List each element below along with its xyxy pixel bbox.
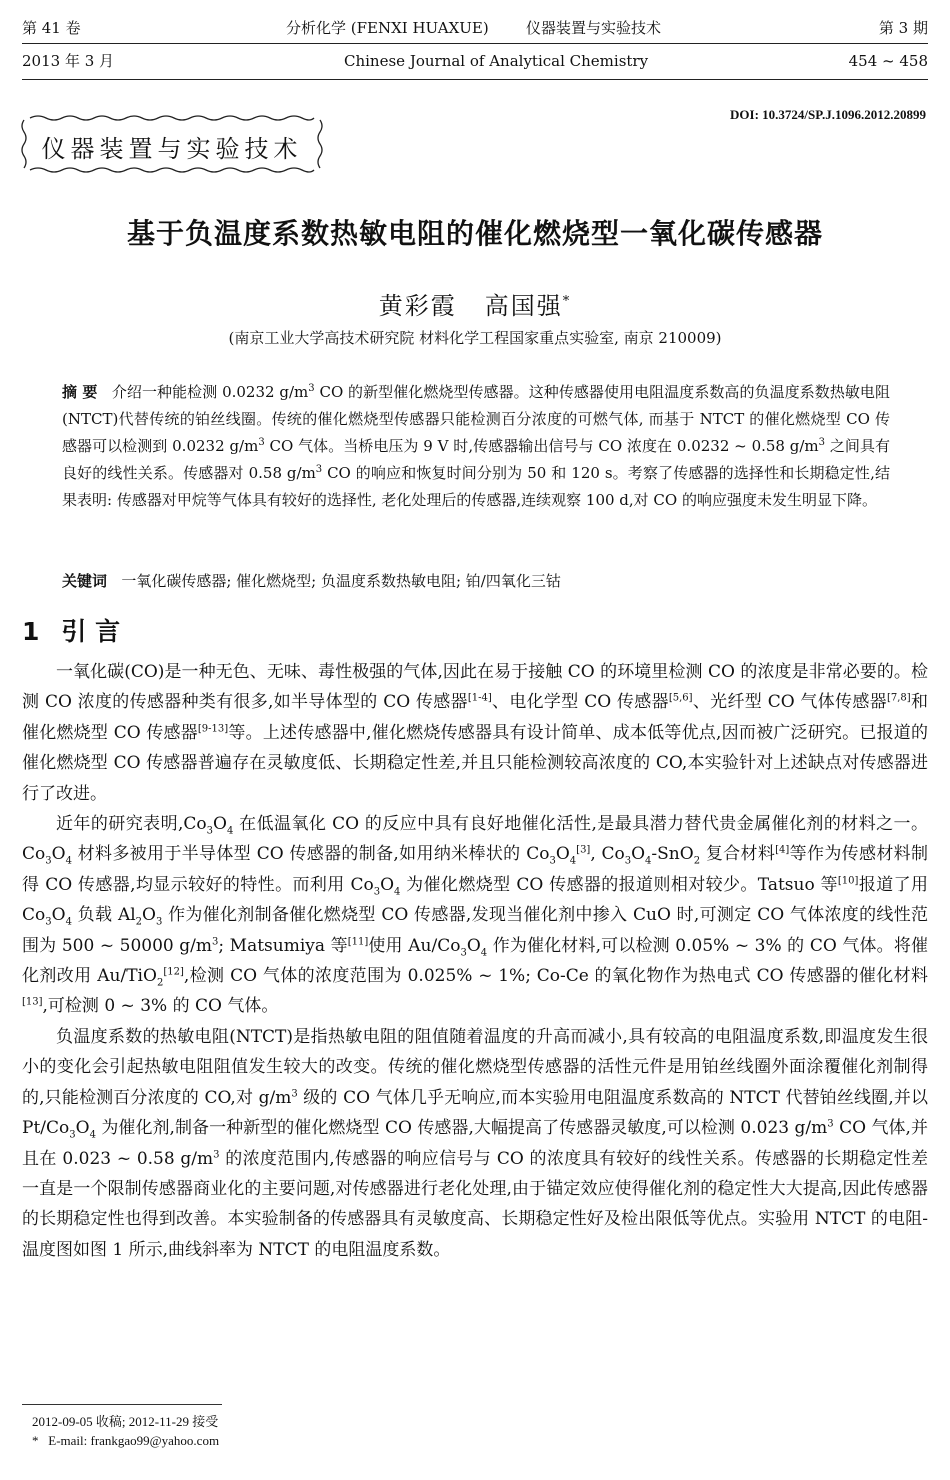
author-2: 高国强 xyxy=(484,292,563,320)
email-mark: * xyxy=(32,1433,39,1448)
column-name: 仪器装置与实验技术 xyxy=(526,19,662,37)
journal-name-en: Chinese Journal of Analytical Chemistry xyxy=(344,52,649,70)
citation: [11] xyxy=(347,936,369,947)
author-line xyxy=(0,286,950,321)
paragraph-1: 一氧化碳(CO)是一种无色、无味、毒性极强的气体,因此在易于接触 CO 的环境里检测 CO 的浓度是非常必要的。检测 CO 浓度的传感器种类有很多,如半导体型的 CO 传感器[1-4]、电化学型 CO 传感器[5,6]、光纤型 CO 气体传感器[7,8]和催化燃烧型 CO 传感器[9-13]等。上述传感器中,催化燃烧传感器具有设计简单、成本低等优点,因而被广泛研究。已报道的催化燃烧型 CO 传感器普遍存在灵敏度低、长期稳定性差,并且只能检测较高浓度的 CO,本实验针对上述缺点对传感器进行了改进。 xyxy=(22,662,928,804)
email-address: E-mail: frankgao99@yahoo.com xyxy=(48,1433,220,1448)
section-title: 引 言 xyxy=(61,617,121,646)
citation: [10] xyxy=(837,875,859,887)
citation: [4] xyxy=(775,844,790,856)
issue-label: 第 3 期 xyxy=(878,19,928,37)
keywords-text: 一氧化碳传感器; 催化燃烧型; 负温度系数热敏电阻; 铂/四氧化三钴 xyxy=(121,572,561,590)
citation: [9-13] xyxy=(197,723,229,735)
doi: DOI: 10.3724/SP.J.1096.2012.20899 xyxy=(730,107,926,122)
citation: [3] xyxy=(576,844,591,856)
header-rule xyxy=(22,43,928,44)
email-footnote xyxy=(32,1433,219,1449)
paragraph-2: 近年的研究表明$,Co_3O_4$ 在低温氧化 CO 的反应中具有良好地催化活性,是最具潜力替代贵金属催化剂的材料之一。$Co_3O_4$ 材料多被用于半导体型 CO 传感器的制备,如用纳米棒状的 $Co_3O_4[3]$, $Co_3O_4-SnO_2$ 复合材料[4]等作为传感材料制得 CO 传感器,均显示较好的特性。而利用 $Co_3O_4$ 为催化燃烧型 CO 传感器的报道则相对较少。Tatsuo 等[10]报道了用 $Co_3O_4$ 负载 $Al_2O_3$ 作为催化剂制备催化燃烧型 CO 传感器,发现当催化剂中掺入 CuO 时,可测定 CO 气体浓度的线性范围为 500 ~ 50000 $g/m^3$; Matsumiya 等[11]使用 $Au/Co_3O_4$ 作为催化材料,可以检测 0.05% ~ 3% 的 CO 气体。将催化剂改用 Au/TiO$_2$[12],检测 CO 气体的浓度范围为 0.025% ~ 1%; Co-Ce 的氧化物作为热电式 CO 传感器的催化材料[13],可检测 0 ~ 3% 的 CO 气体。 xyxy=(22,814,928,1017)
citation: [12] xyxy=(163,966,184,978)
section-heading xyxy=(22,612,120,648)
keywords-label: 关键词 xyxy=(62,572,108,590)
column-banner xyxy=(18,112,326,176)
body-text xyxy=(22,657,928,1265)
abstract: 摘 要 介绍一种能检测 0.0232 $g/m^3$ CO 的新型催化燃烧型传感器。这种传感器使用电阻温度系数高的负温度系数热敏电阻(NTCT)代替传统的铂丝线圈。传统的催化燃烧型传感器只能检测百分浓度的可燃气体, 而基于 NTCT 的催化燃烧型 CO 传感器可以检测到 0.0232 $g/m^3$ CO 气体。当桥电压为 9 V 时,传感器输出信号与 CO 浓度在 0.0232 ~ 0.58 $g/m^3$ 之间具有良好的线性关系。传感器对 0.58 $g/m^3$ CO 的响应和恢复时间分别为 50 和 120 s。考察了传感器的选择性和长期稳定性,结果表明: 传感器对甲烷等气体具有较好的选择性, 老化处理后的传感器,连续观察 100 d,对 CO 的响应强度未发生明显下降。 xyxy=(62,383,890,509)
received-dates: 2012-09-05 收稿; 2012-11-29 接受 xyxy=(32,1414,219,1429)
citation: [13] xyxy=(22,996,43,1008)
abstract-label: 摘 要 xyxy=(62,383,98,401)
paper-title: 基于负温度系数热敏电阻的催化燃烧型一氧化碳传感器 xyxy=(126,217,823,250)
author-1: 黄彩霞 xyxy=(378,292,457,320)
publication-date: 2013 年 3 月 xyxy=(22,52,115,70)
page-range: 454 ~ 458 xyxy=(848,52,928,70)
paragraph-3: 负温度系数的热敏电阻(NTCT)是指热敏电阻的阻值随着温度的升高而减小,具有较高的电阻温度系数,即温度发生很小的变化会引起热敏电阻阻值发生较大的改变。传统的催化燃烧型传感器的活性元件是用铂丝线圈外面涂覆催化剂制得的,只能检测百分浓度的 CO,对 $g/m^3$ 级的 CO 气体几乎无响应,而本实验用电阻温度系数高的 NTCT 代替铂丝线圈,并以 $Pt/Co_3O_4$ 为催化剂,制备一种新型的催化燃烧型 CO 传感器,大幅提高了传感器灵敏度,可以检测 0.023 $g/m^3$ CO 气体,并且在 0.023 ~ 0.58 $g/m^3$ 的浓度范围内,传感器的响应信号与 CO 的浓度具有较好的线性关系。传感器的长期稳定性差一直是一个限制传感器商业化的主要问题,对传感器进行老化处理,由于锚定效应使得催化剂的稳定性大大提高,因此传感器的长期稳定性也得到改善。本实验制备的传感器具有灵敏度高、长期稳定性好及检出限低等优点。实验用 NTCT 的电阻-温度图如图 1 所示,曲线斜率为 NTCT 的电阻温度系数。 xyxy=(22,1026,929,1260)
corresponding-mark: * xyxy=(562,294,572,309)
citation: [1-4] xyxy=(467,692,492,704)
citation: [7,8] xyxy=(886,692,911,704)
section-number: 1 xyxy=(22,617,40,646)
footnote-rule xyxy=(22,1404,222,1405)
column-banner-title: 仪器装置与实验技术 xyxy=(41,135,303,163)
keywords xyxy=(62,568,890,595)
citation: [5,6] xyxy=(668,692,693,704)
journal-name-cn: 分析化学 (FENXI HUAXUE) xyxy=(286,19,489,37)
volume-label: 第 41 卷 xyxy=(22,19,81,37)
header-rule-lower xyxy=(22,79,928,80)
affiliation: (南京工业大学高技术研究院 材料化学工程国家重点实验室, 南京 210009) xyxy=(228,329,722,347)
